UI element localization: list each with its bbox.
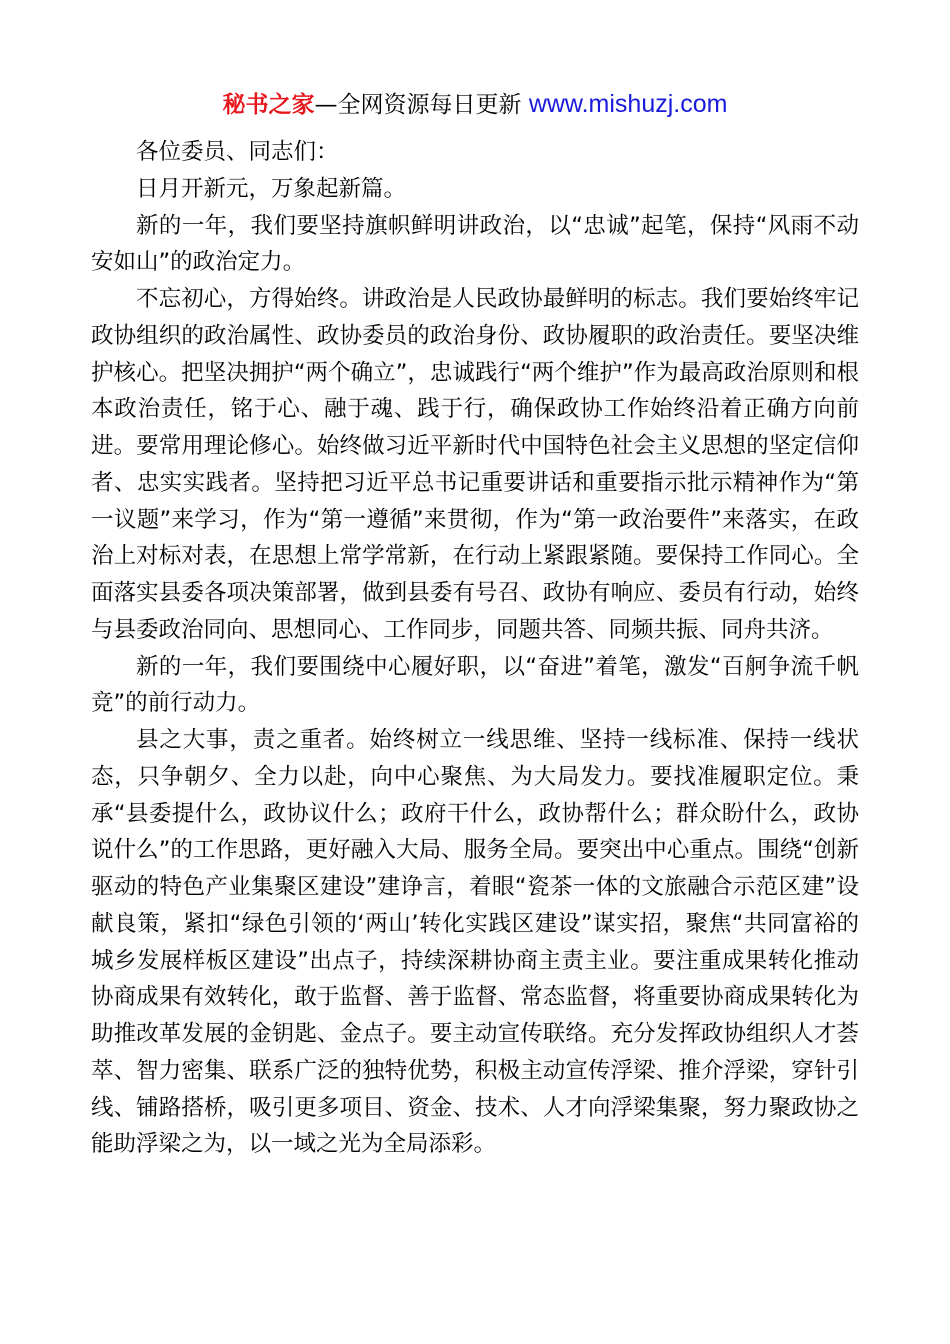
site-banner [0, 88, 950, 121]
paragraph: 日月开新元，万象起新篇。 [136, 175, 407, 202]
banner-tagline: —全网资源每日更新 [314, 92, 529, 118]
salutation: 各位委员、同志们： [136, 139, 339, 165]
site-url-link[interactable]: www.mishuzj.com [528, 90, 728, 118]
paragraph: 不忘初心，方得始终。讲政治是人民政协最鲜明的标志。我们要始终牢记政协组织的政治属性、政协委员的政治身份、政协履职的政治责任。要坚决维护核心。把坚决拥护“两个确立”，忠诚践行“两个维护”作为最高政治原则和根本政治责任，铭于心、融于魂、践于行，确保政协工作始终沿着正确方向前进。要常用理论修心。始终做习近平新时代中国特色社会主义思想的坚定信仰者、忠实实践者。坚持把习近平总书记重要讲话和重要指示批示精神作为“第一议题”来学习，作为“第一遵循”来贯彻，作为“第一政治要件”来落实，在政治上对标对表，在思想上常学常新，在行动上紧跟紧随。要保持工作同心。全面落实县委各项决策部署，做到县委有号召、政协有响应、委员有行动，始终与县委政治同向、思想同心、工作同步，同题共答、同频共振、同舟共济。 [91, 286, 859, 643]
paragraph: 新的一年，我们要坚持旗帜鲜明讲政治，以“忠诚”起笔，保持“风雨不动安如山”的政治定力。 [91, 212, 859, 276]
paragraph: 县之大事，责之重者。始终树立一线思维、坚持一线标准、保持一线状态，只争朝夕、全力以赴，向中心聚焦、为大局发力。要找准履职定位。秉承“县委提什么，政协议什么；政府干什么，政协帮什么；群众盼什么，政协说什么”的工作思路，更好融入大局、服务全局。要突出中心重点。围绕“创新驱动的特色产业集聚区建设”建诤言，着眼“瓷茶一体的文旅融合示范区建”设献良策，紧扣“绿色引领的‘两山’转化实践区建设”谋实招，聚焦“共同富裕的城乡发展样板区建设”出点子，持续深耕协商主责主业。要注重成果转化推动协商成果有效转化，敢于监督、善于监督、常态监督，将重要协商成果转化为助推改革发展的金钥匙、金点子。要主动宣传联络。充分发挥政协组织人才荟萃、智力密集、联系广泛的独特优势，积极主动宣传浮梁、推介浮梁，穿针引线、铺路搭桥，吸引更多项目、资金、技术、人才向浮梁集聚，努力聚政协之能助浮梁之为，以一域之光为全局添彩。 [91, 727, 859, 1158]
paragraph: 新的一年，我们要围绕中心履好职，以“奋进”着笔，激发“百舸争流千帆竞”的前行动力。 [91, 653, 859, 717]
brand-name: 秘书之家 [222, 92, 315, 118]
document-body [91, 134, 859, 1163]
